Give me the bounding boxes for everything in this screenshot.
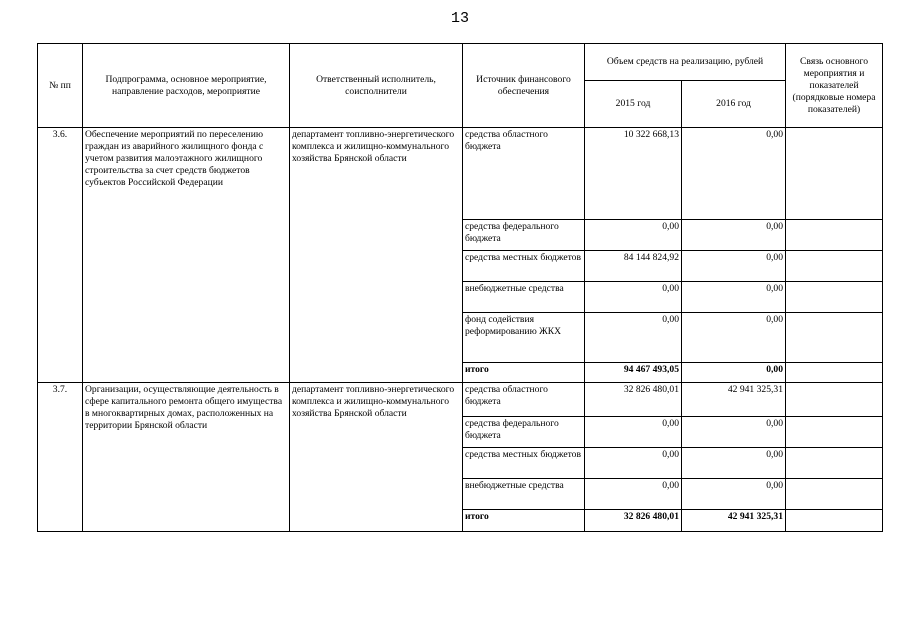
page-number: 13: [450, 10, 469, 27]
section-number: 3.7.: [38, 383, 83, 532]
source-cell: средства местных бюджетов: [463, 448, 585, 479]
value-2015: 0,00: [585, 282, 682, 313]
source-cell: средства федерального бюджета: [463, 417, 585, 448]
link-cell: [786, 251, 883, 282]
section-program: Обеспечение мероприятий по переселению граждан из аварийного жилищного фонда с учетом развития малоэтажного жилищного строительства за счет средств бюджетов субъектов Российской Федерации: [83, 128, 290, 383]
source-cell: итого: [463, 363, 585, 383]
value-2016: 0,00: [682, 417, 786, 448]
source-cell: внебюджетные средства: [463, 282, 585, 313]
value-2015: 0,00: [585, 417, 682, 448]
link-cell: [786, 282, 883, 313]
link-cell: [786, 448, 883, 479]
table-row: [38, 128, 883, 220]
value-2015: 0,00: [585, 220, 682, 251]
link-cell: [786, 220, 883, 251]
value-2016: 0,00: [682, 220, 786, 251]
header-executor: Ответственный исполнитель, соисполнители: [290, 44, 463, 128]
value-2016: 0,00: [682, 313, 786, 363]
funding-table: [37, 43, 883, 532]
header-source: Источник финансового обеспечения: [463, 44, 585, 128]
table-row: [38, 383, 883, 417]
link-cell: [786, 510, 883, 532]
value-2015: 10 322 668,13: [585, 128, 682, 220]
value-2016: 0,00: [682, 448, 786, 479]
link-cell: [786, 383, 883, 417]
source-cell: средства федерального бюджета: [463, 220, 585, 251]
link-cell: [786, 313, 883, 363]
section-executor: департамент топливно-энергетического комплекса и жилищно-коммунального хозяйства Брянской области: [290, 128, 463, 383]
link-cell: [786, 363, 883, 383]
header-year-2015: 2015 год: [585, 81, 682, 128]
value-2015: 84 144 824,92: [585, 251, 682, 282]
source-cell: внебюджетные средства: [463, 479, 585, 510]
header-volume: Объем средств на реализацию, рублей: [585, 44, 786, 81]
header-year-2016: 2016 год: [682, 81, 786, 128]
header-num: № пп: [38, 44, 83, 128]
total-2015: 32 826 480,01: [585, 510, 682, 532]
section-number: 3.6.: [38, 128, 83, 383]
source-cell: средства областного бюджета: [463, 383, 585, 417]
header-link: Связь основного мероприятия и показателей (порядковые номера показателей): [786, 44, 883, 128]
section-program: Организации, осуществляющие деятельность в сфере капитального ремонта общего имущества в многоквартирных домах, расположенных на территории Брянской области: [83, 383, 290, 532]
link-cell: [786, 417, 883, 448]
value-2016: 0,00: [682, 479, 786, 510]
value-2016: 0,00: [682, 282, 786, 313]
header-program: Подпрограмма, основное мероприятие, направление расходов, мероприятие: [83, 44, 290, 128]
total-2016: 42 941 325,31: [682, 510, 786, 532]
source-cell: фонд содействия реформированию ЖКХ: [463, 313, 585, 363]
total-2016: 0,00: [682, 363, 786, 383]
value-2015: 32 826 480,01: [585, 383, 682, 417]
link-cell: [786, 479, 883, 510]
link-cell: [786, 128, 883, 220]
source-cell: средства местных бюджетов: [463, 251, 585, 282]
value-2015: 0,00: [585, 313, 682, 363]
total-2015: 94 467 493,05: [585, 363, 682, 383]
source-cell: средства областного бюджета: [463, 128, 585, 220]
source-cell: итого: [463, 510, 585, 532]
value-2015: 0,00: [585, 448, 682, 479]
section-executor: департамент топливно-энергетического комплекса и жилищно-коммунального хозяйства Брянской области: [290, 383, 463, 532]
value-2016: 0,00: [682, 251, 786, 282]
header-row-1: [38, 44, 883, 81]
value-2015: 0,00: [585, 479, 682, 510]
value-2016: 42 941 325,31: [682, 383, 786, 417]
value-2016: 0,00: [682, 128, 786, 220]
